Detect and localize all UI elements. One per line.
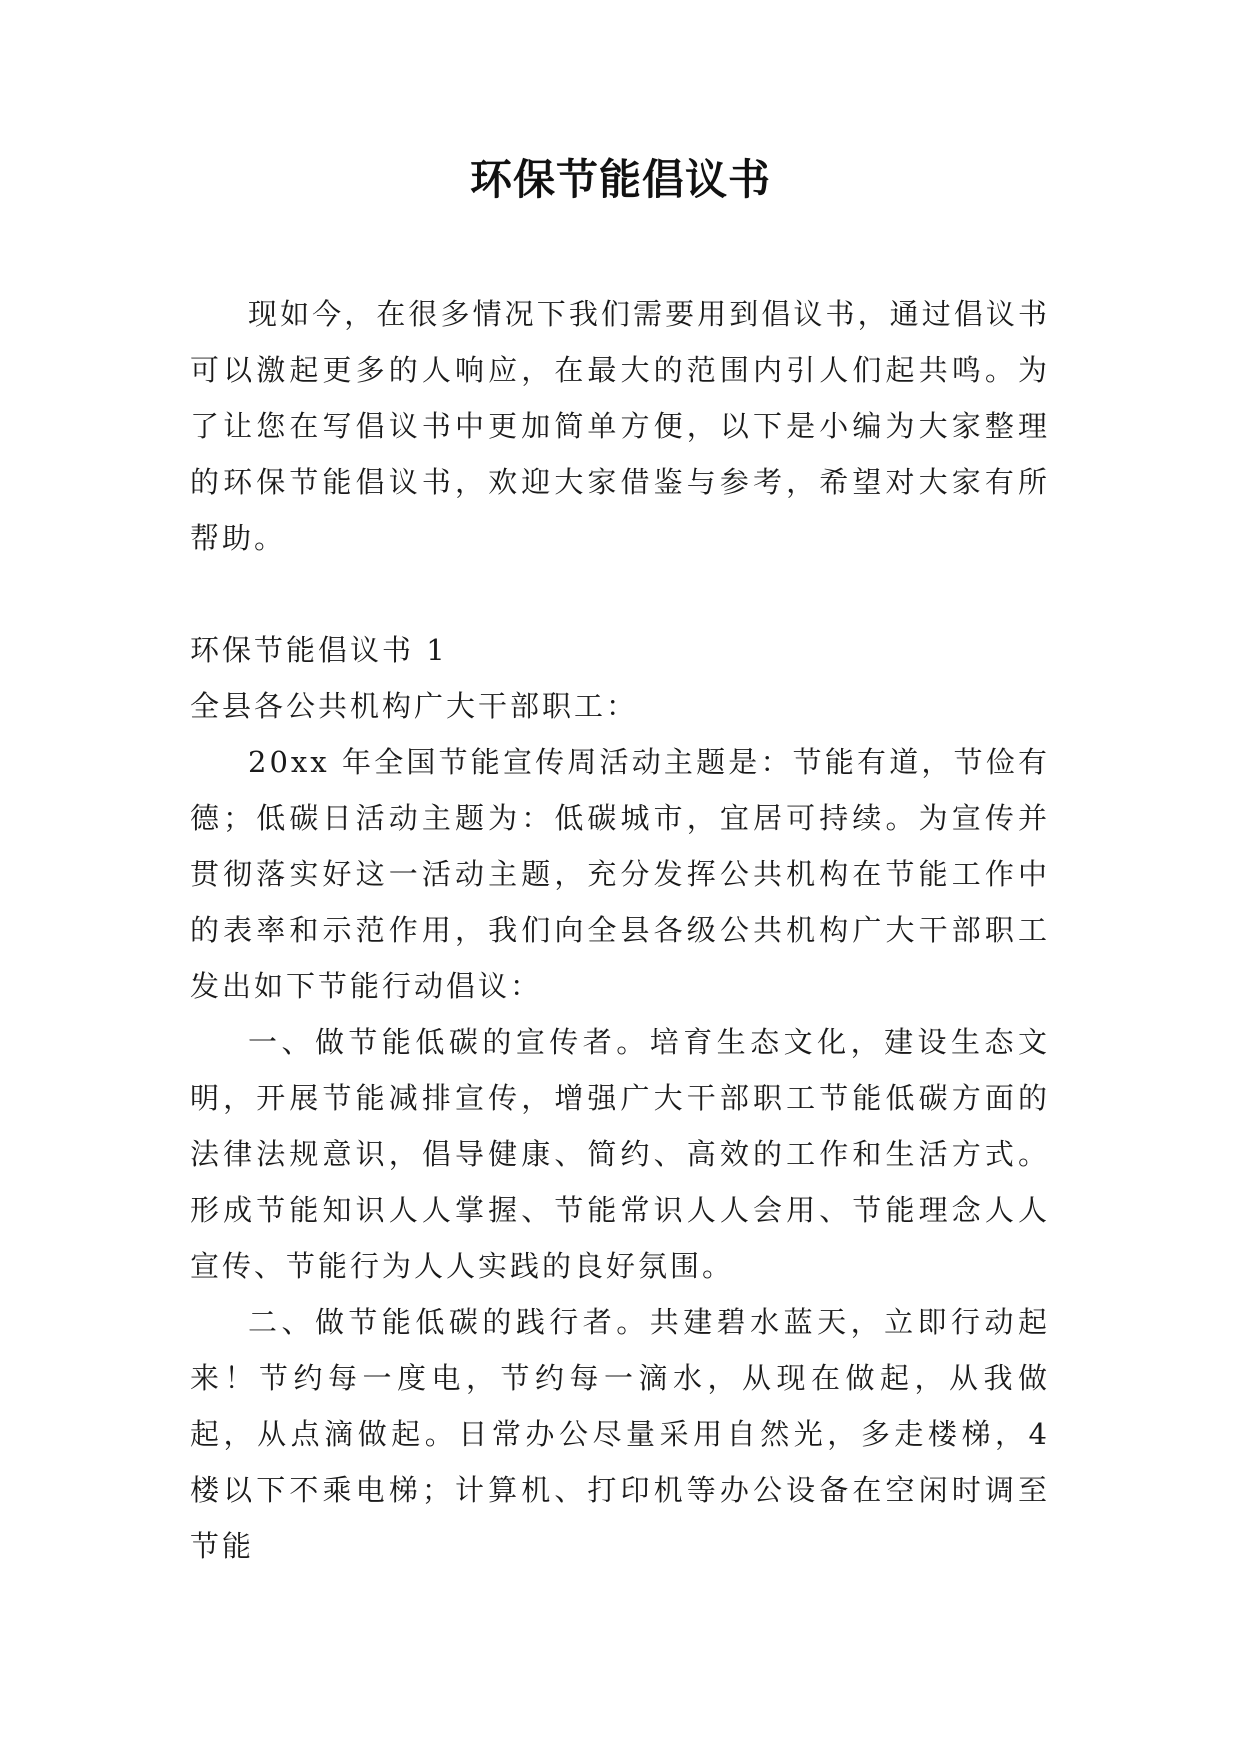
paragraph-gap xyxy=(190,566,1050,622)
salutation: 全县各公共机构广大干部职工： xyxy=(190,689,639,723)
section-heading: 环保节能倡议书 1 xyxy=(190,633,448,667)
body-paragraph: 一、做节能低碳的宣传者。培育生态文化，建设生态文明，开展节能减排宣传，增强广大干部职工节能低碳方面的法律法规意识，倡导健康、简约、高效的工作和生活方式。形成节能知识人人掌握、节能常识人人会用、节能理念人人宣传、节能行为人人实践的良好氛围。 xyxy=(190,1025,1050,1283)
body-paragraph: 二、做节能低碳的践行者。共建碧水蓝天，立即行动起来！节约每一度电，节约每一滴水，从现在做起，从我做起，从点滴做起。日常办公尽量采用自然光，多走楼梯，4 楼以下不乘电梯；计算机、打印机等办公设备在空闲时调至节能 xyxy=(190,1305,1050,1563)
document-body xyxy=(190,286,1050,1574)
intro-paragraph: 现如今，在很多情况下我们需要用到倡议书，通过倡议书可以激起更多的人响应，在最大的范围内引人们起共鸣。为了让您在写倡议书中更加简单方便，以下是小编为大家整理的环保节能倡议书，欢迎大家借鉴与参考，希望对大家有所帮助。 xyxy=(190,297,1050,555)
body-paragraph: 20xx 年全国节能宣传周活动主题是：节能有道，节俭有德；低碳日活动主题为：低碳城市，宜居可持续。为宣传并贯彻落实好这一活动主题，充分发挥公共机构在节能工作中的表率和示范作用，我们向全县各级公共机构广大干部职工发出如下节能行动倡议： xyxy=(190,745,1050,1003)
document-title: 环保节能倡议书 xyxy=(469,155,771,204)
